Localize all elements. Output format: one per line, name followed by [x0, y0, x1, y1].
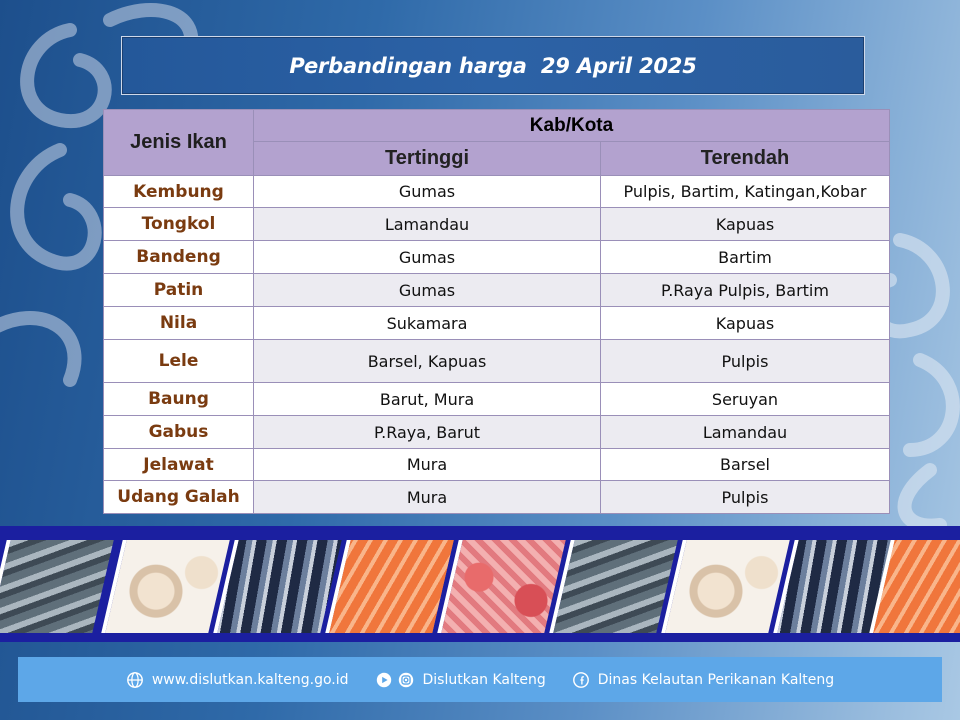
- fish-name: Kembung: [104, 176, 254, 208]
- tertinggi-cell: Lamandau: [254, 208, 601, 241]
- price-comparison-table: [103, 109, 890, 514]
- terendah-cell: Kapuas: [601, 208, 890, 241]
- globe-icon: [126, 671, 144, 689]
- tertinggi-cell: P.Raya, Barut: [254, 416, 601, 449]
- table-row: [104, 340, 890, 383]
- header-jenis-ikan: Jenis Ikan: [104, 110, 254, 176]
- header-tertinggi: Tertinggi: [254, 142, 601, 176]
- website-text: www.dislutkan.kalteng.go.id: [151, 671, 349, 688]
- terendah-cell: Kapuas: [601, 307, 890, 340]
- facebook-icon: [572, 671, 590, 689]
- fish-name: Gabus: [104, 416, 254, 449]
- table-row: [104, 241, 890, 274]
- tertinggi-cell: Mura: [254, 481, 601, 514]
- fish-name: Lele: [104, 340, 254, 383]
- instagram-icon: [397, 671, 415, 689]
- fish-photo: [549, 540, 677, 633]
- tertinggi-cell: Barsel, Kapuas: [254, 340, 601, 383]
- page-title: Perbandingan harga 29 April 2025: [289, 53, 697, 78]
- header-kab-kota: Kab/Kota: [254, 110, 890, 142]
- fish-name: Jelawat: [104, 449, 254, 481]
- fish-name: Patin: [104, 274, 254, 307]
- footer-bar: [18, 657, 942, 702]
- table-row: [104, 416, 890, 449]
- salmon-photo: [325, 540, 453, 633]
- youtube-icon: [375, 671, 393, 689]
- tertinggi-cell: Gumas: [254, 241, 601, 274]
- fish-name: Nila: [104, 307, 254, 340]
- table-row: [104, 449, 890, 481]
- table-row: [104, 274, 890, 307]
- terendah-cell: Lamandau: [601, 416, 890, 449]
- facebook-text: Dinas Kelautan Perikanan Kalteng: [597, 671, 835, 688]
- tertinggi-cell: Mura: [254, 449, 601, 481]
- tertinggi-cell: Gumas: [254, 176, 601, 208]
- tertinggi-cell: Sukamara: [254, 307, 601, 340]
- table-row: [104, 208, 890, 241]
- table-row: [104, 481, 890, 514]
- fish-name: Bandeng: [104, 241, 254, 274]
- mackerel-photo: [213, 540, 341, 633]
- tertinggi-cell: Gumas: [254, 274, 601, 307]
- fish-name: Udang Galah: [104, 481, 254, 514]
- website-link[interactable]: [126, 671, 349, 689]
- shrimp-photo: [661, 540, 789, 633]
- terendah-cell: Seruyan: [601, 383, 890, 416]
- fish-name: Tongkol: [104, 208, 254, 241]
- social-text: Dislutkan Kalteng: [422, 671, 546, 688]
- shrimp-photo: [101, 540, 229, 633]
- terendah-cell: Pulpis: [601, 340, 890, 383]
- table-row: [104, 307, 890, 340]
- social-link[interactable]: [375, 671, 546, 689]
- fish-name: Baung: [104, 383, 254, 416]
- tertinggi-cell: Barut, Mura: [254, 383, 601, 416]
- table-row: [104, 176, 890, 208]
- header-terendah: Terendah: [601, 142, 890, 176]
- red-fish-photo: [437, 540, 565, 633]
- terendah-cell: P.Raya Pulpis, Bartim: [601, 274, 890, 307]
- terendah-cell: Pulpis: [601, 481, 890, 514]
- terendah-cell: Pulpis, Bartim, Katingan,Kobar: [601, 176, 890, 208]
- terendah-cell: Barsel: [601, 449, 890, 481]
- facebook-link[interactable]: [572, 671, 834, 689]
- terendah-cell: Bartim: [601, 241, 890, 274]
- table-row: [104, 383, 890, 416]
- title-banner: [121, 36, 865, 95]
